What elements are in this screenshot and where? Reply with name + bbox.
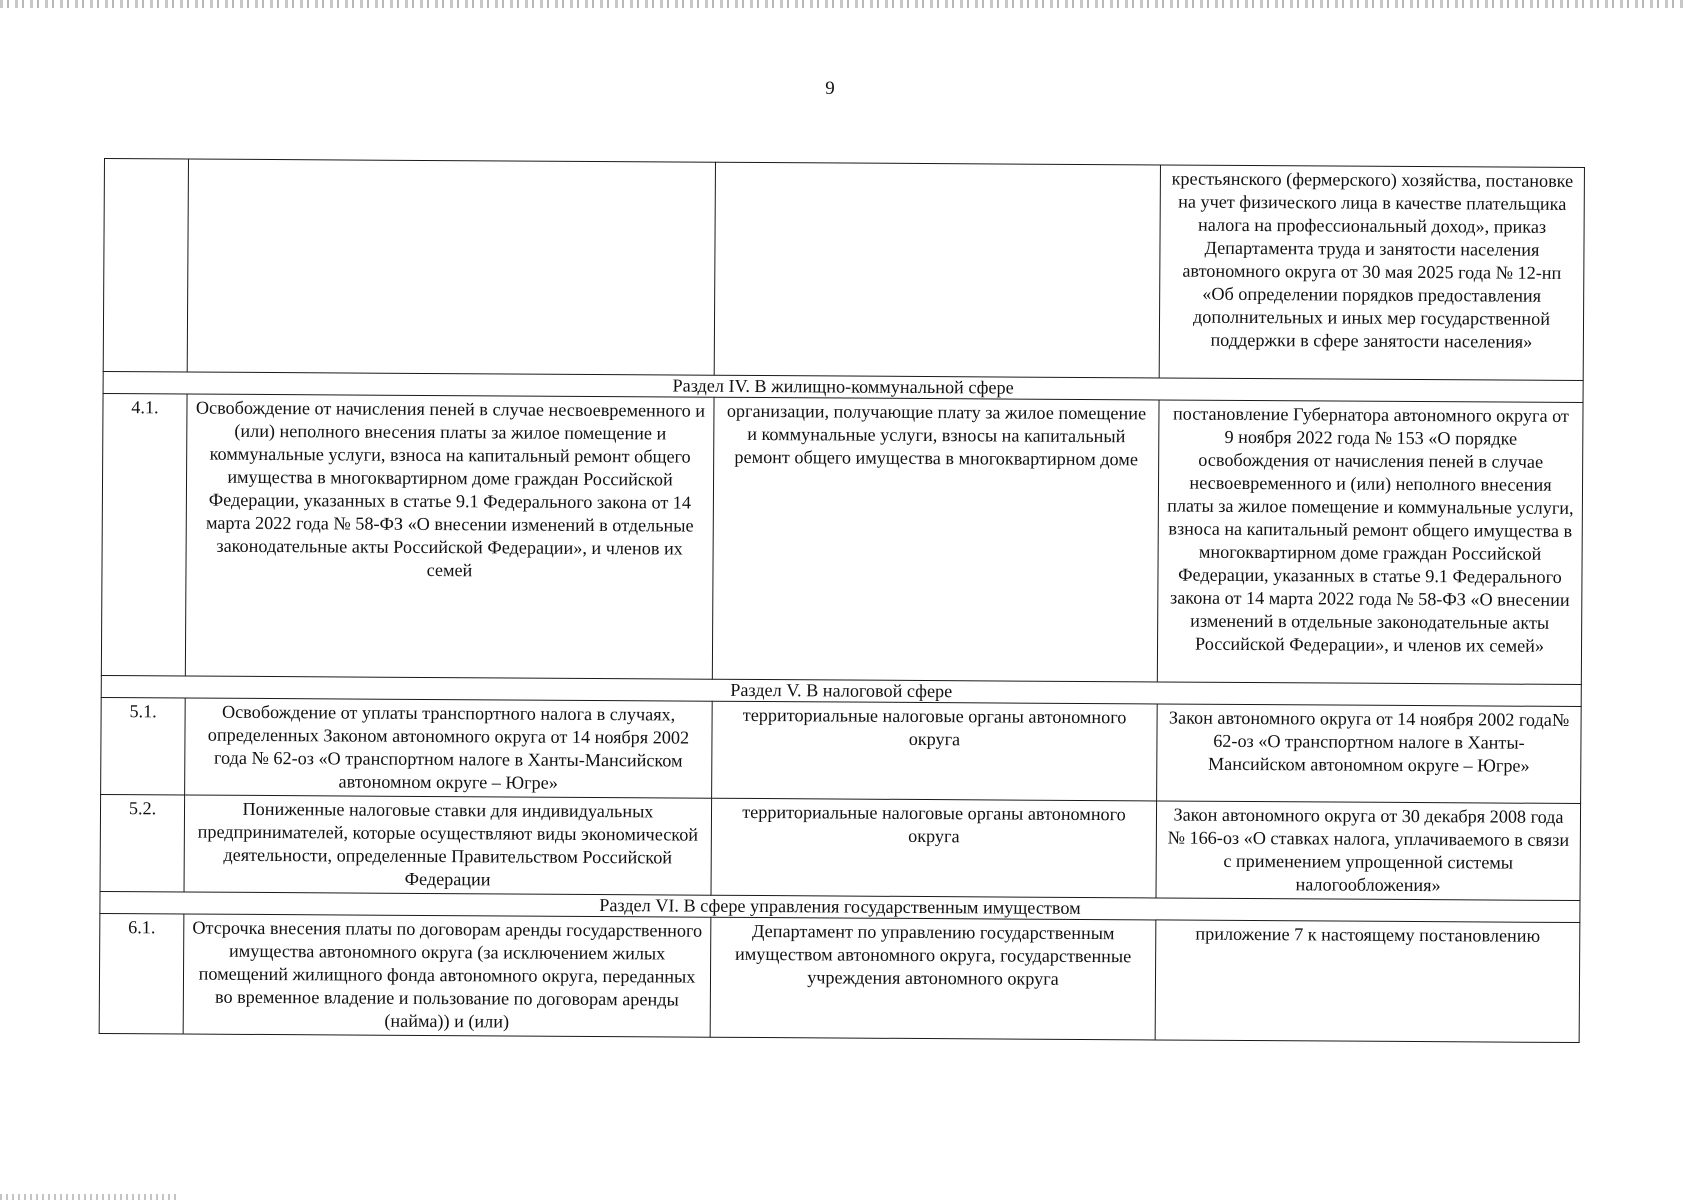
section-title: Раздел VI. В сфере управления государственным имуществом — [100, 891, 1580, 922]
cell-executor — [714, 162, 1160, 378]
cell-measure: Освобождение от начисления пеней в случае несвоевременного и (или) неполного внесения платы за жилое помещение и коммунальные услуги, взноса на капитальный ремонт общего имущества в многоквартирном доме граждан Российской Федерации, указанных в статье 9.1 Федерального закона от 14 марта 2022 года № 58-ФЗ «О внесении изменений в отдельные законодательные акты Российской Федерации», и членов их семей — [185, 394, 714, 679]
cell-basis: постановление Губернатора автономного округа от 9 ноября 2022 года № 153 «О порядке освобождения от начисления пеней в случае несвоевременного и (или) неполного внесения платы за жилое помещение и коммунальные услуги, взноса на капитальный ремонт общего имущества в многоквартирном доме граждан Российской Федерации, указанных в статье 9.1 Федерального закона от 14 марта 2022 года № 58-ФЗ «О внесении изменений в отдельные законодательные акты Российской Федерации», и членов их семей» — [1157, 400, 1583, 685]
cell-executor: территориальные налоговые органы автономного округа — [712, 701, 1158, 801]
page-number: 9 — [825, 78, 835, 99]
cell-basis: Закон автономного округа от 14 ноября 2002 года№ 62-оз «О транспортном налоге в Ханты-Мансийском автономном округе – Югре» — [1157, 704, 1582, 804]
cell-basis: приложение 7 к настоящему постановлению — [1155, 920, 1580, 1043]
cell-measure: Отсрочка внесения платы по договорам аренды государственного имущества автономного округа (за исключением жилых помещений жилищного фонда автономного округа, переданных во временное владение и пользование по договорам аренды (найма)) и (или) — [183, 914, 711, 1037]
measures-table — [99, 158, 1585, 1043]
cell-executor: территориальные налоговые органы автономного округа — [711, 798, 1157, 898]
row-number: 6.1. — [99, 913, 184, 1034]
scan-edge-artifact-bottom — [0, 1194, 180, 1200]
table-row — [99, 913, 1580, 1042]
cell-measure — [187, 159, 715, 375]
table-row — [101, 393, 1583, 684]
table-row — [101, 697, 1582, 803]
cell-executor: организации, получающие плату за жилое помещение и коммунальные услуги, взносы на капитальный ремонт общего имущества в многоквартирном доме — [712, 397, 1159, 682]
row-number: 5.2. — [100, 794, 185, 892]
cell-measure: Пониженные налоговые ставки для индивидуальных предпринимателей, которые осуществляют виды экономической деятельности, определенные Правительством Российской Федерации — [184, 795, 712, 895]
cell-measure: Освобождение от уплаты транспортного налога в случаях, определенных Законом автономного округа от 14 ноября 2002 года № 62-оз «О транспортном налоге в Ханты-Мансийском автономном округе – Югре» — [185, 698, 713, 798]
row-number: 4.1. — [101, 393, 187, 676]
cell-num — [103, 159, 188, 373]
cell-basis: Закон автономного округа от 30 декабря 2008 года № 166-оз «О ставках налога, уплачиваемого в связи с применением упрощенной системы налогообложения» — [1156, 801, 1581, 901]
cell-basis: крестьянского (фермерского) хозяйства, постановке на учет физического лица в качестве плательщика налога на профессиональный доход», приказ Департамента труда и занятости населения автономного округа от 30 мая 2025 года № 12-нп «Об определении порядков предоставления дополнительных и иных мер государственной поддержки в сфере занятости населения» — [1159, 165, 1584, 381]
cell-executor: Департамент по управлению государственным имуществом автономного округа, государственные учреждения автономного округа — [710, 917, 1156, 1040]
scan-edge-artifact — [0, 0, 1686, 8]
row-number: 5.1. — [101, 697, 186, 795]
section-title: Раздел V. В налоговой сфере — [101, 675, 1581, 706]
section-title: Раздел IV. В жилищно-коммунальной сфере — [103, 371, 1583, 402]
table-row-continuation — [103, 159, 1584, 381]
table-row — [100, 794, 1581, 900]
